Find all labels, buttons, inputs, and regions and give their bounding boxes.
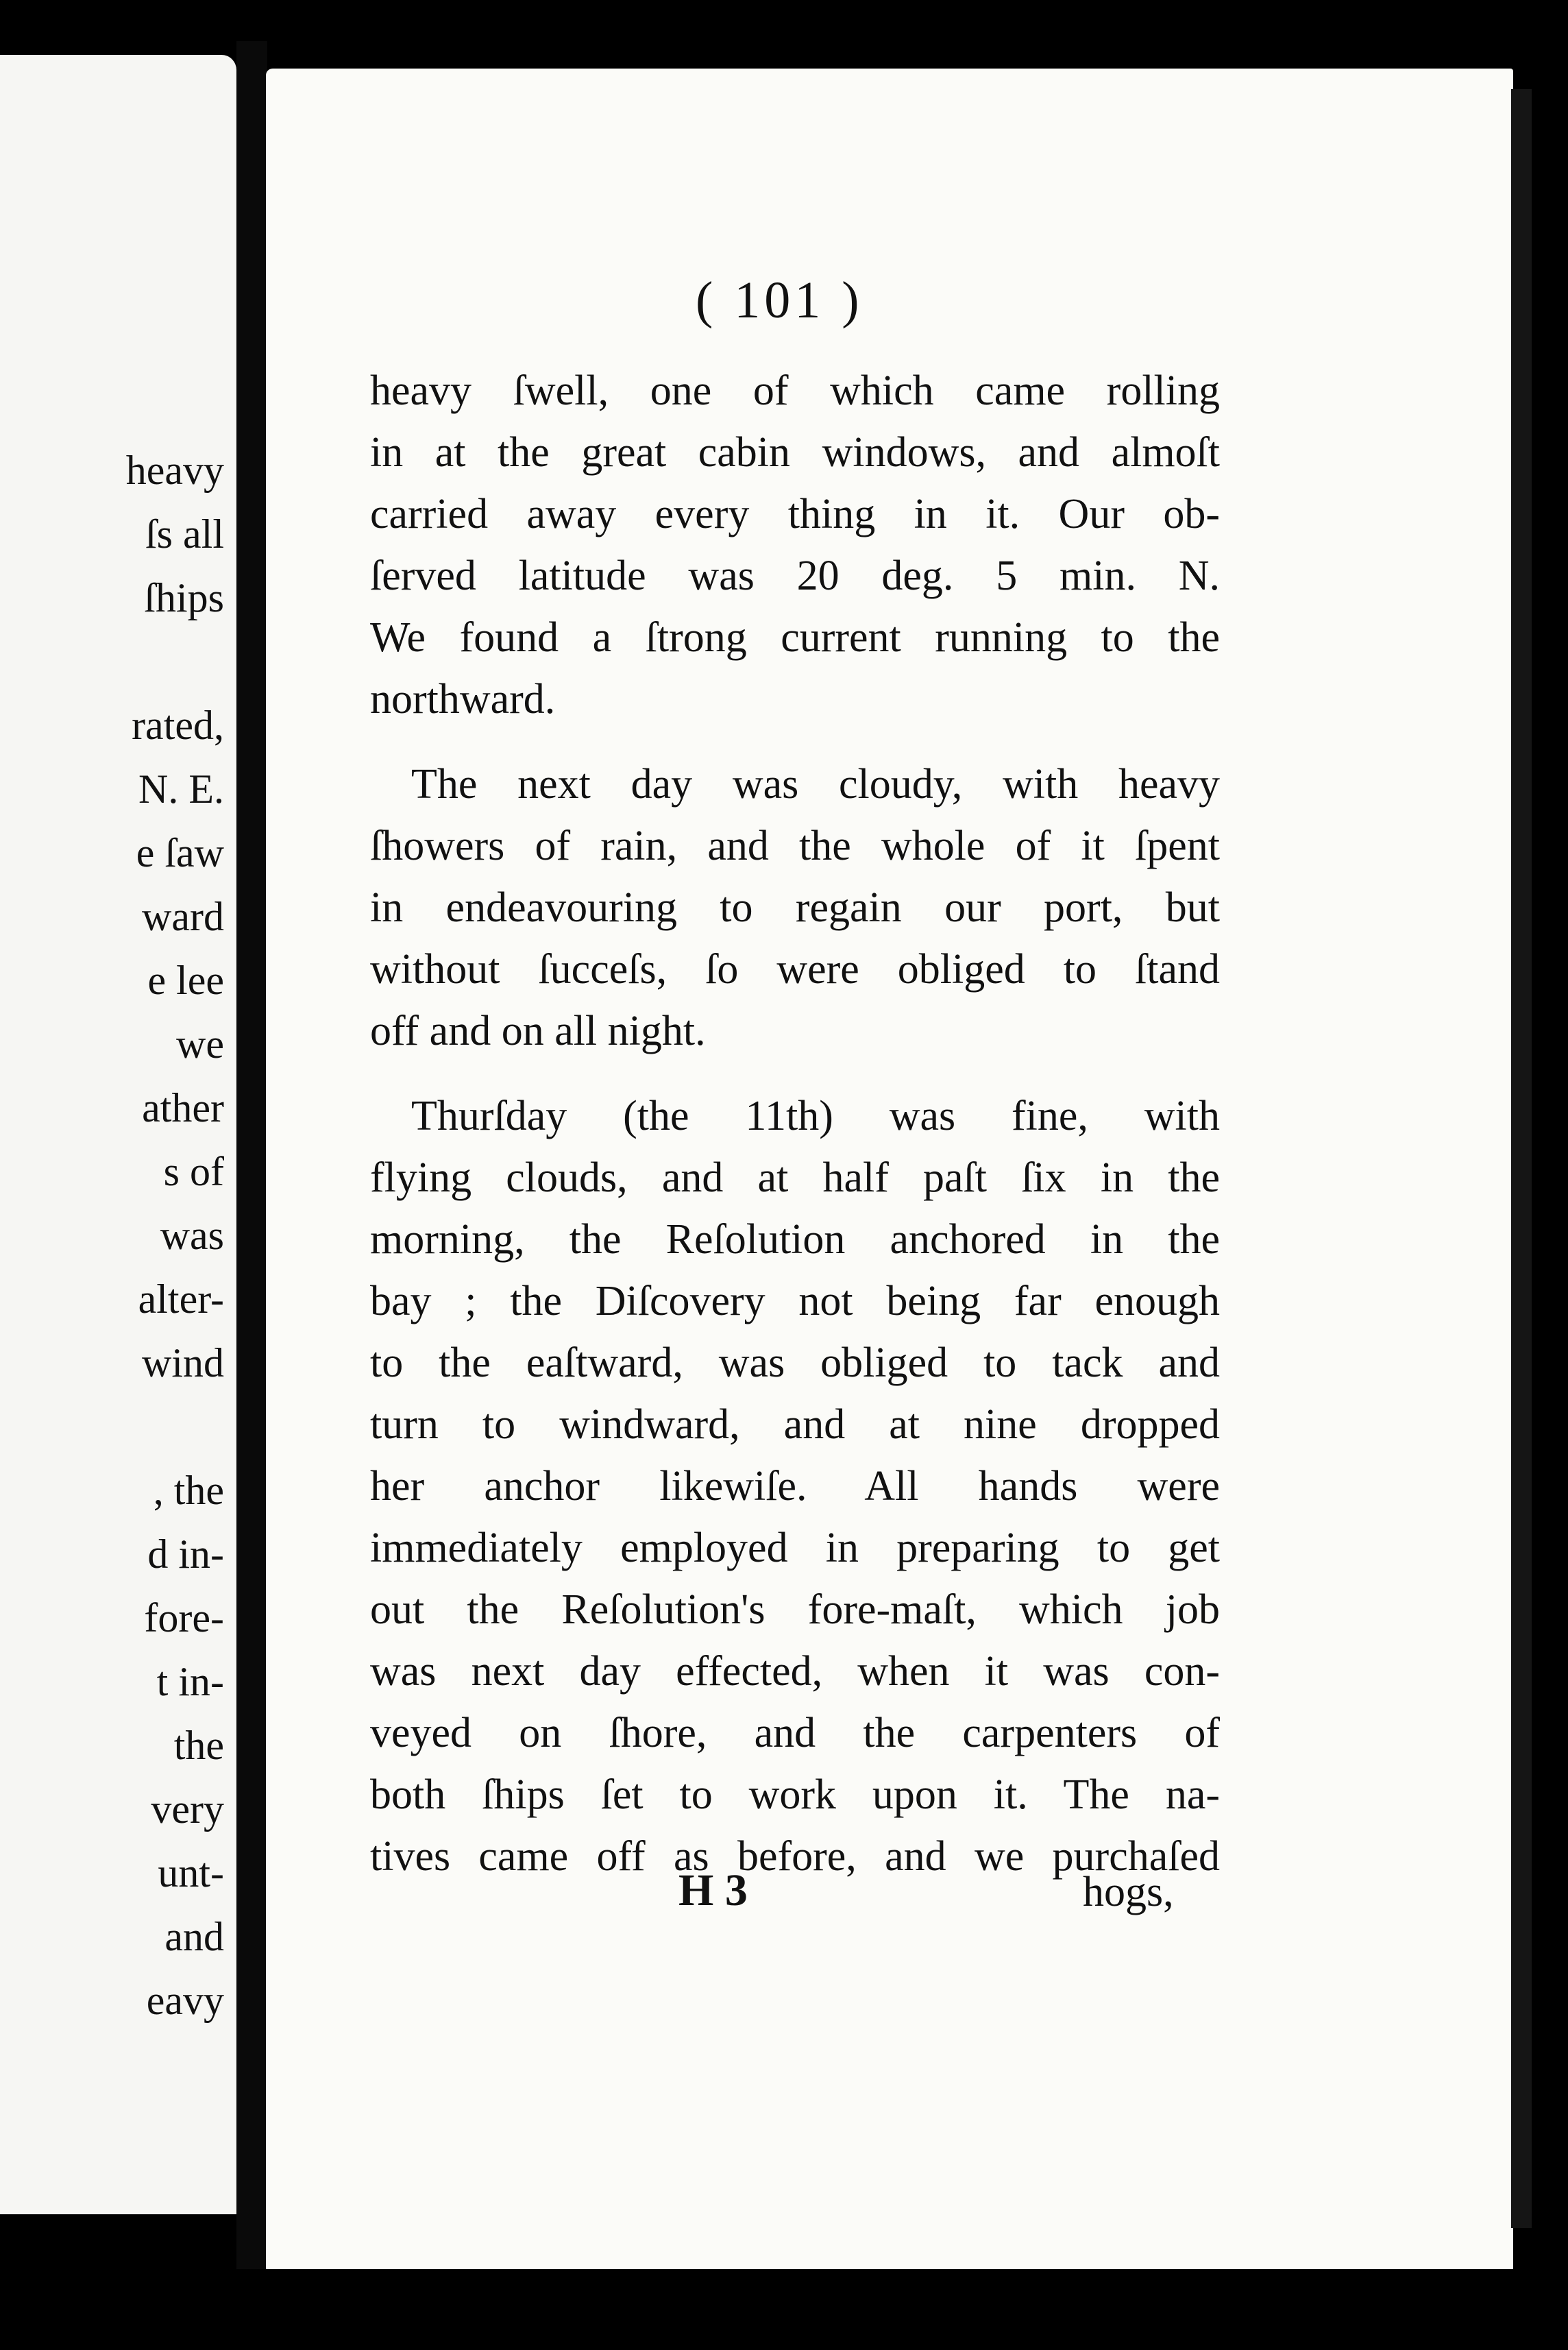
left-line: unt- (158, 1850, 224, 1895)
left-facing-page (0, 55, 236, 2214)
text-line: both ſhips ſet to work upon it. The na- (370, 1771, 1220, 1818)
body-text (370, 360, 1220, 1887)
left-line: the (173, 1723, 224, 1768)
left-line: e ſaw (136, 830, 224, 875)
left-line: rated, (132, 703, 224, 748)
page-number: ( 101 ) (696, 271, 863, 329)
left-line: ſhips (144, 575, 224, 620)
left-line (0, 1395, 224, 1459)
text-line: turn to windward, and at nine dropped (370, 1401, 1220, 1448)
left-line: s of (163, 1149, 224, 1194)
text-line: The next day was cloudy, with heavy (411, 761, 1220, 808)
left-line: e lee (147, 958, 224, 1003)
left-line: very (151, 1786, 224, 1832)
text-line: to the eaſtward, was obliged to tack and (370, 1340, 1220, 1386)
paragraph-break (370, 730, 1220, 753)
left-line: ather (142, 1085, 224, 1130)
text-line: Thurſday (the 11th) was fine, with (411, 1093, 1220, 1139)
left-line: d in- (147, 1531, 224, 1577)
left-line: was (160, 1213, 224, 1258)
text-line: out the Reſolution's fore-maſt, which job (370, 1586, 1220, 1633)
catchword: hogs, (1083, 1869, 1174, 1915)
text-line: without ſucceſs, ſo were obliged to ſtand (370, 946, 1220, 993)
text-line: veyed on ſhore, and the carpenters of (370, 1710, 1220, 1756)
text-line: bay ; the Diſcovery not being far enough (370, 1278, 1220, 1324)
text-line: ſhowers of rain, and the whole of it ſpent (370, 823, 1220, 869)
text-line: in endeavouring to regain our port, but (370, 884, 1220, 931)
paragraph-break (370, 1062, 1220, 1085)
text-line: heavy ſwell, one of which came rolling (370, 367, 1220, 414)
text-line: morning, the Reſolution anchored in the (370, 1216, 1220, 1263)
text-line: carried away every thing in it. Our ob- (370, 491, 1220, 537)
left-line (0, 630, 224, 694)
text-line: northward. (370, 676, 556, 723)
left-line: N. E. (138, 766, 224, 812)
left-line: eavy (146, 1978, 224, 2023)
left-line: wind (142, 1340, 224, 1385)
text-line: her anchor likewiſe. All hands were (370, 1463, 1220, 1510)
text-line: We found a ſtrong current running to the (370, 614, 1220, 661)
signature-mark: H 3 (678, 1865, 748, 1915)
text-line: flying clouds, and at half paſt ſix in the (370, 1154, 1220, 1201)
text-line: tives came off as before, and we purchaſed (370, 1833, 1220, 1880)
left-line: ſs all (145, 511, 224, 557)
text-line: in at the great cabin windows, and almoſt (370, 429, 1220, 476)
left-line: , the (153, 1468, 224, 1513)
left-line: and (164, 1914, 224, 1959)
text-line: ſerved latitude was 20 deg. 5 min. N. (370, 553, 1220, 599)
left-line: heavy (125, 448, 224, 493)
text-line: off and on all night. (370, 1008, 706, 1054)
left-line: t in- (156, 1659, 224, 1704)
book-gutter (236, 41, 267, 2269)
left-line: alter- (138, 1276, 224, 1322)
page-edge-shadow (1511, 89, 1532, 2228)
left-line: we (176, 1021, 224, 1067)
text-line: was next day effected, when it was con- (370, 1648, 1220, 1695)
left-page-text (0, 439, 224, 2033)
left-line: fore- (144, 1595, 224, 1640)
left-line: ward (142, 894, 224, 939)
text-line: immediately employed in preparing to get (370, 1525, 1220, 1571)
